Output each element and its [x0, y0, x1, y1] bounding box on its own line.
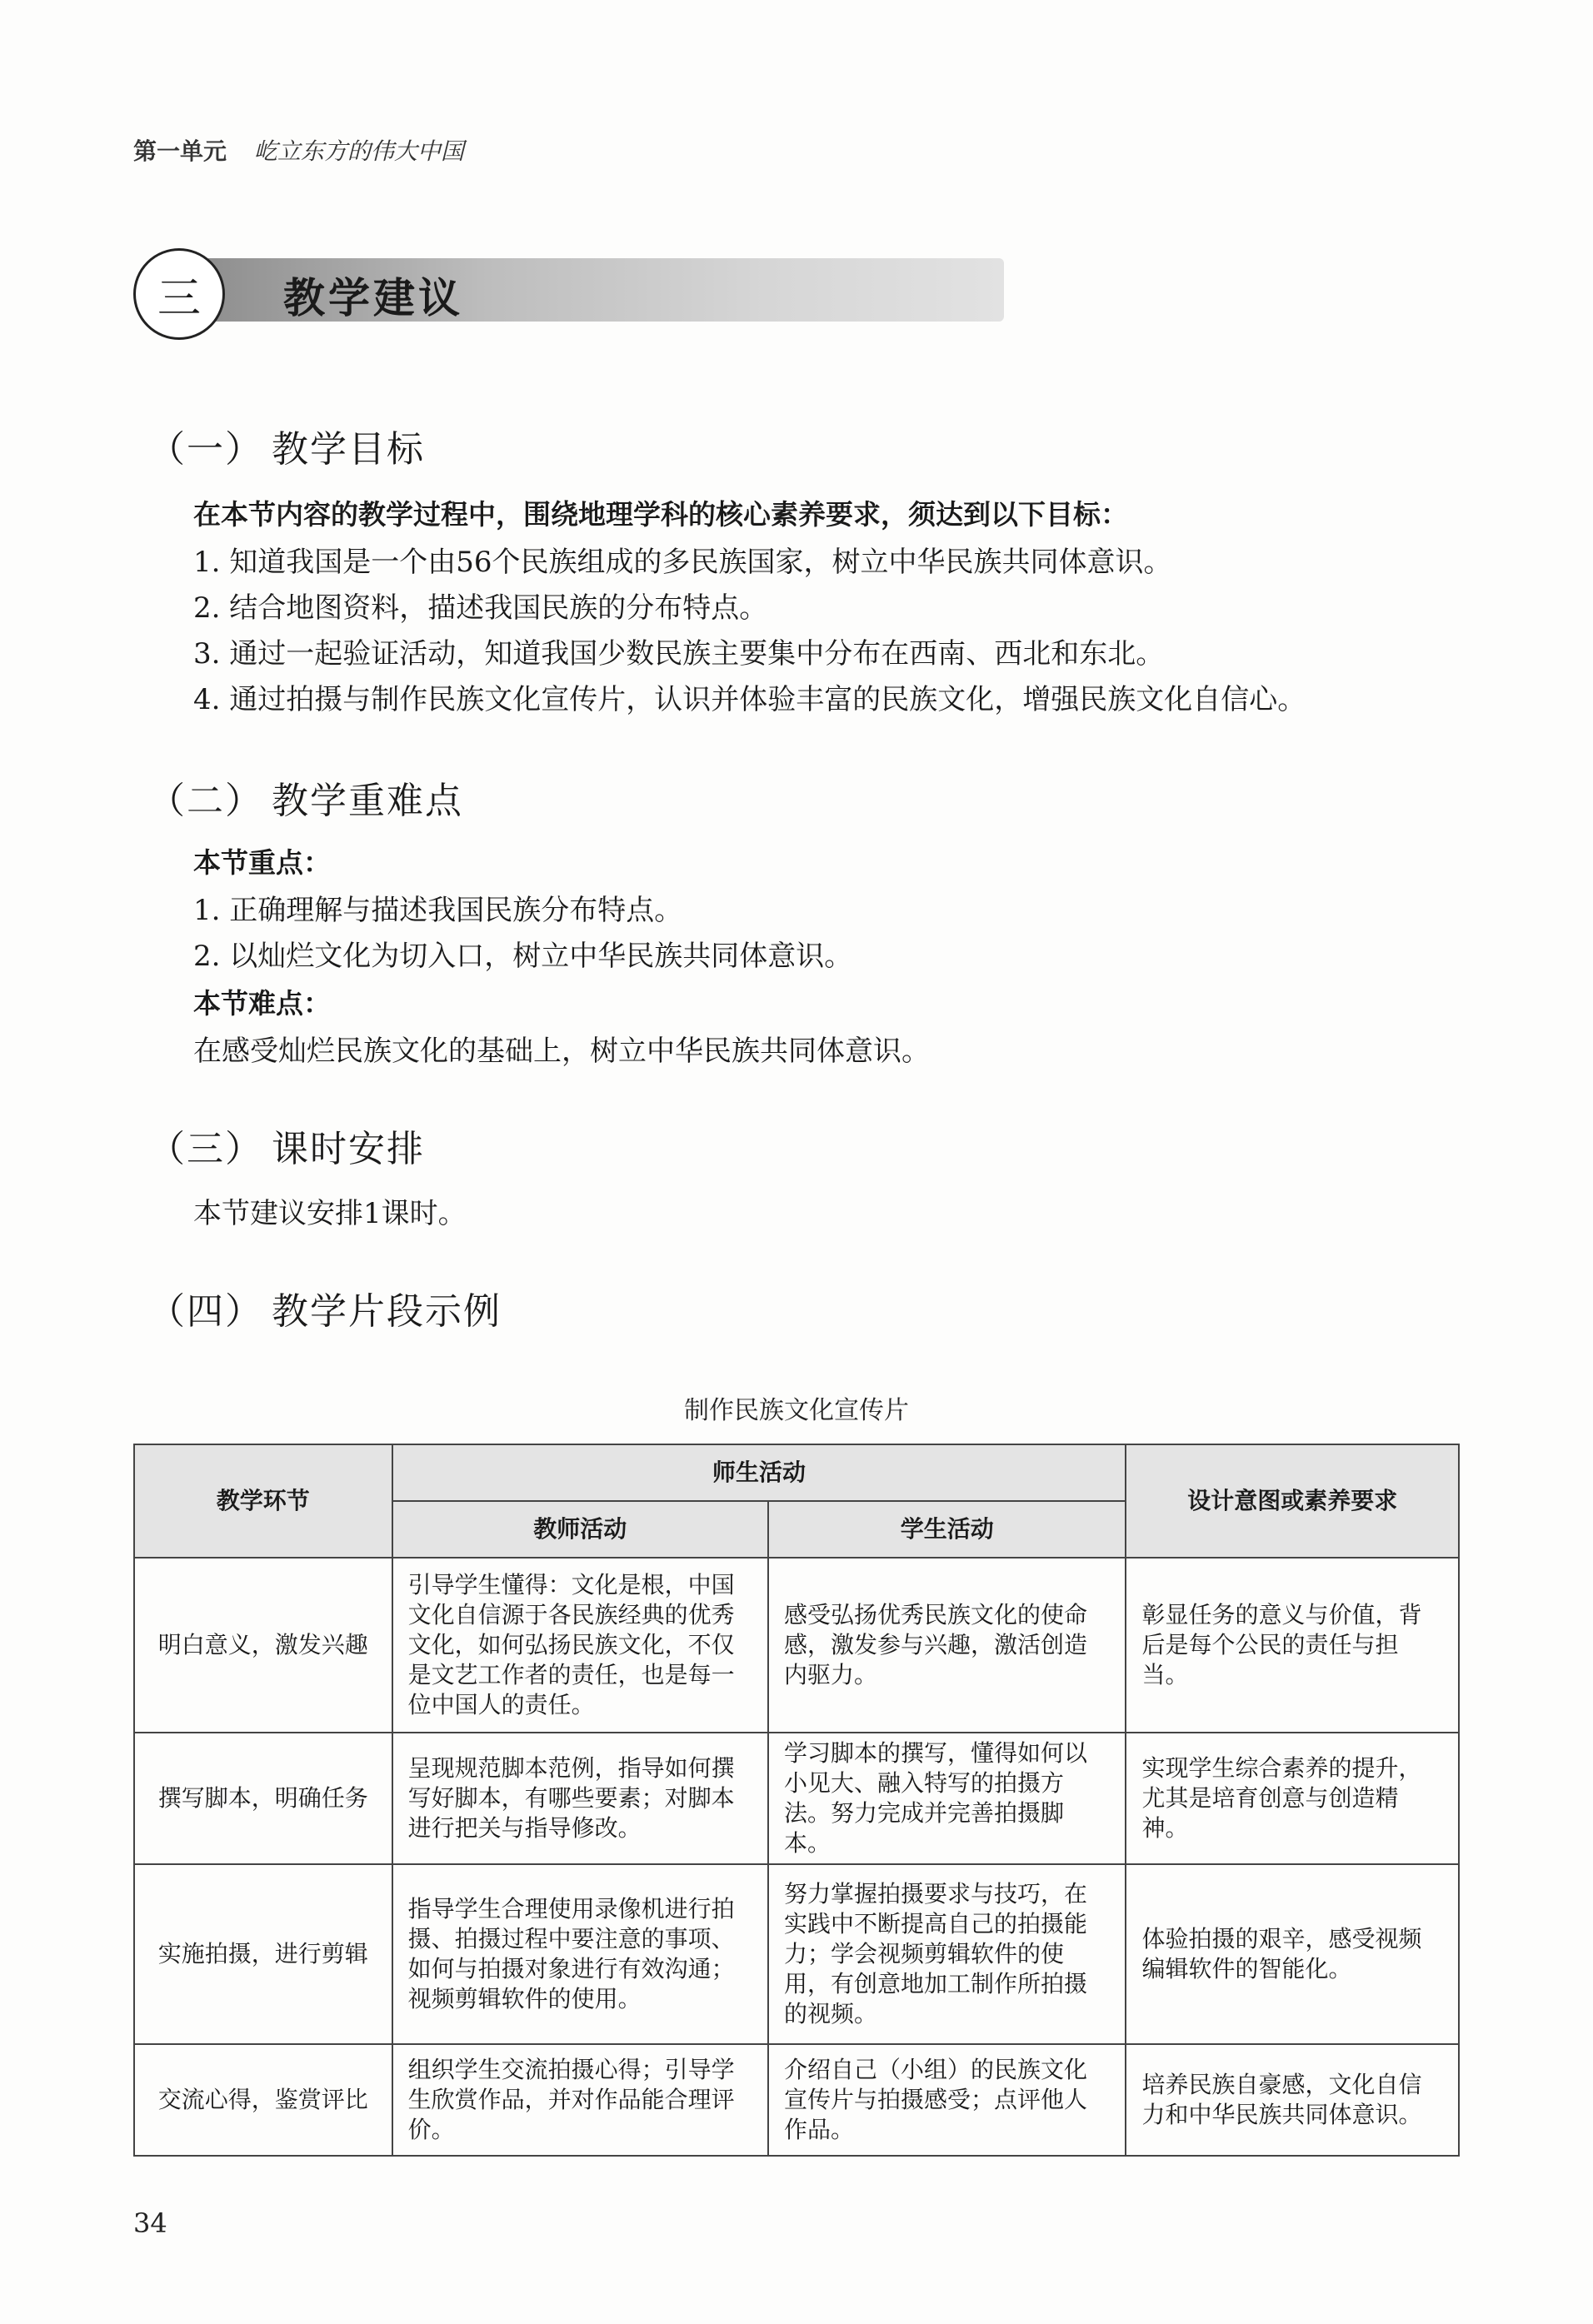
running-header	[133, 133, 464, 167]
objective-item: 2. 结合地图资料，描述我国民族的分布特点。	[193, 591, 768, 625]
cell-teacher: 组织学生交流拍摄心得；引导学生欣赏作品，并对作品能合理评价。	[392, 2044, 768, 2156]
unit-title: 屹立东方的伟大中国	[253, 137, 464, 165]
focus-label: 本节重点：	[193, 846, 331, 879]
focus-item: 2. 以灿烂文化为切入口，树立中华民族共同体意识。	[193, 940, 853, 973]
page-number: 34	[133, 2207, 167, 2239]
schedule-heading-num: （三）	[148, 1128, 263, 1170]
cell-intent: 培养民族自豪感，文化自信力和中华民族共同体意识。	[1126, 2044, 1459, 2156]
key-points-heading-num: （二）	[148, 780, 263, 822]
cell-stage: 交流心得，鉴赏评比	[134, 2044, 392, 2156]
difficulty-label: 本节难点：	[193, 987, 331, 1020]
unit-label: 第一单元	[133, 137, 227, 165]
header-teacher: 教师活动	[392, 1501, 768, 1558]
objective-item: 4. 通过拍摄与制作民族文化宣传片，认识并体验丰富的民族文化，增强民族文化自信心。	[193, 683, 1306, 716]
header-activities: 师生活动	[392, 1444, 1126, 1501]
cell-stage: 实施拍摄，进行剪辑	[134, 1864, 392, 2044]
key-points-heading-text: 教学重难点	[272, 780, 463, 822]
example-heading	[148, 1281, 502, 1334]
header-intent: 设计意图或素养要求	[1126, 1444, 1459, 1558]
cell-student: 学习脚本的撰写，懂得如何以小见大、融入特写的拍摄方法。努力完成并完善拍摄脚本。	[768, 1733, 1126, 1864]
objectives-heading-num: （一）	[148, 428, 263, 471]
cell-intent: 体验拍摄的艰辛，感受视频编辑软件的智能化。	[1126, 1864, 1459, 2044]
section-number-circle	[133, 248, 225, 340]
cell-teacher: 呈现规范脚本范例，指导如何撰写好脚本，有哪些要素；对脚本进行把关与指导修改。	[392, 1733, 768, 1864]
table-row	[134, 1733, 1459, 1864]
objective-item: 1. 知道我国是一个由56个民族组成的多民族国家，树立中华民族共同体意识。	[193, 546, 1172, 579]
section-banner	[133, 248, 1004, 338]
focus-item: 1. 正确理解与描述我国民族分布特点。	[193, 894, 683, 927]
cell-teacher: 引导学生懂得：文化是根，中国文化自信源于各民族经典的优秀文化，如何弘扬民族文化，不仅是文艺工作者的责任，也是每一位中国人的责任。	[392, 1558, 768, 1733]
objective-item: 3. 通过一起验证活动，知道我国少数民族主要集中分布在西南、西北和东北。	[193, 637, 1165, 671]
cell-student: 感受弘扬优秀民族文化的使命感，激发参与兴趣，激活创造内驱力。	[768, 1558, 1126, 1733]
objectives-heading-text: 教学目标	[272, 428, 425, 471]
example-heading-text: 教学片段示例	[272, 1290, 502, 1333]
example-heading-num: （四）	[148, 1290, 263, 1333]
lesson-table	[133, 1444, 1460, 2157]
schedule-heading-text: 课时安排	[272, 1128, 425, 1170]
table-row	[134, 2044, 1459, 2156]
key-points-heading	[148, 771, 463, 824]
header-stage: 教学环节	[134, 1444, 392, 1558]
cell-student: 介绍自己（小组）的民族文化宣传片与拍摄感受；点评他人作品。	[768, 2044, 1126, 2156]
cell-student: 努力掌握拍摄要求与技巧，在实践中不断提高自己的拍摄能力；学会视频剪辑软件的使用，有创意地加工制作所拍摄的视频。	[768, 1864, 1126, 2044]
cell-intent: 实现学生综合素养的提升，尤其是培育创意与创造精神。	[1126, 1733, 1459, 1864]
section-number: 三	[157, 273, 201, 324]
difficulty-text: 在感受灿烂民族文化的基础上，树立中华民族共同体意识。	[193, 1035, 930, 1068]
cell-stage: 撰写脚本，明确任务	[134, 1733, 392, 1864]
objectives-intro: 在本节内容的教学过程中，围绕地理学科的核心素养要求，须达到以下目标：	[193, 498, 1128, 531]
section-title: 教学建议	[283, 273, 463, 322]
cell-teacher: 指导学生合理使用录像机进行拍摄、拍摄过程中要注意的事项、如何与拍摄对象进行有效沟通；视频剪辑软件的使用。	[392, 1864, 768, 2044]
objectives-heading	[148, 419, 425, 472]
header-student: 学生活动	[768, 1501, 1126, 1558]
table-row	[134, 1864, 1459, 2044]
schedule-text: 本节建议安排1课时。	[193, 1197, 467, 1230]
table-caption: 制作民族文化宣传片	[684, 1396, 909, 1425]
cell-intent: 彰显任务的意义与价值，背后是每个公民的责任与担当。	[1126, 1558, 1459, 1733]
schedule-heading	[148, 1119, 425, 1172]
table-row	[134, 1558, 1459, 1733]
cell-stage: 明白意义，激发兴趣	[134, 1558, 392, 1733]
